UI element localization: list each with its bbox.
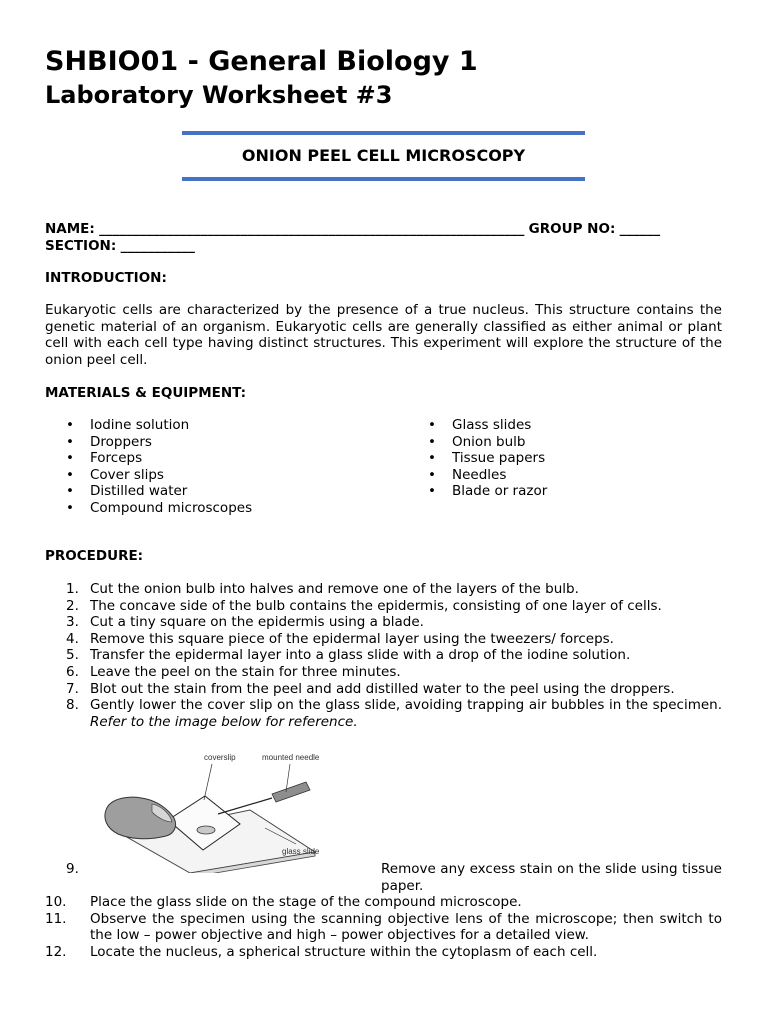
procedure-step: 2. The concave side of the bulb contains the epidermis, consisting of one layer of cells.: [66, 597, 662, 614]
bullet-icon: •: [66, 499, 74, 516]
coverslip-leader: [204, 764, 212, 800]
procedure-list-continued: [45, 894, 722, 960]
procedure-heading: PROCEDURE:: [45, 548, 144, 564]
group-blank: ______: [619, 221, 661, 237]
bullet-icon: •: [428, 483, 436, 500]
list-item: • Onion bulb: [428, 433, 526, 450]
list-item: • Blade or razor: [428, 483, 548, 500]
procedure-step: 6. Leave the peel on the stain for three minutes.: [66, 663, 401, 680]
slide-mounting-illustration: [100, 748, 340, 873]
list-item: • Tissue papers: [428, 450, 546, 467]
title-rule-top: [182, 131, 585, 135]
procedure-step: 12. Locate the nucleus, a spherical structure within the cytoplasm of each cell.: [45, 943, 598, 960]
section-blank: ___________: [120, 238, 195, 254]
section-label: SECTION:: [45, 238, 117, 254]
list-item: • Distilled water: [66, 483, 188, 500]
materials-heading: MATERIALS & EQUIPMENT:: [45, 385, 247, 401]
procedure-step: 11. Observe the specimen using the scanning objective lens of the microscope; then switch to the low – power objective and high – power objectives for a detailed view.: [45, 910, 722, 944]
step-9-number: 9.: [66, 861, 79, 877]
bullet-icon: •: [66, 433, 74, 450]
procedure-step: 1. Cut the onion bulb into halves and remove one of the layers of the bulb.: [66, 581, 579, 597]
procedure-step: 4. Remove this square piece of the epidermal layer using the tweezers/ forceps.: [66, 630, 614, 647]
specimen-drop: [197, 826, 215, 834]
bullet-icon: •: [428, 417, 436, 433]
bullet-icon: •: [428, 433, 436, 450]
procedure-step: 3. Cut a tiny square on the epidermis using a blade.: [66, 614, 424, 631]
introduction-heading: INTRODUCTION:: [45, 270, 167, 286]
title-rule-bottom: [182, 177, 585, 181]
bullet-icon: •: [428, 466, 436, 483]
coverslip-label: coverslip: [204, 753, 236, 762]
name-label: NAME:: [45, 221, 95, 237]
section-line: [45, 238, 195, 255]
bullet-icon: •: [66, 450, 74, 467]
materials-list-right: [407, 417, 547, 500]
worksheet-title: Laboratory Worksheet #3: [45, 81, 393, 109]
list-item: • Iodine solution: [66, 417, 190, 433]
course-title: SHBIO01 - General Biology 1: [45, 46, 478, 77]
list-item: • Glass slides: [428, 417, 532, 433]
list-item: • Cover slips: [66, 466, 164, 483]
procedure-step: 5. Transfer the epidermal layer into a glass slide with a drop of the iodine solution.: [66, 647, 631, 664]
list-item: • Forceps: [66, 450, 143, 467]
name-group-line: [45, 221, 660, 238]
group-label: GROUP NO:: [528, 221, 616, 237]
procedure-step: 7. Blot out the stain from the peel and add distilled water to the peel using the droppers.: [66, 680, 675, 697]
bullet-icon: •: [428, 450, 436, 467]
mounted-needle-label: mounted needle: [262, 753, 320, 762]
bullet-icon: •: [66, 466, 74, 483]
glass-slide-label: glass slide: [282, 847, 320, 856]
introduction-text: Eukaryotic cells are characterized by the presence of a true nucleus. This structure contains the genetic material of an organism. Eukaryotic cells are generally classified as either animal or plant cell with each cell type having distinct structures. This experiment will explore the structure of the onion peel cell.: [45, 302, 722, 368]
experiment-title: ONION PEEL CELL MICROSCOPY: [241, 146, 526, 165]
list-item: • Droppers: [66, 433, 152, 450]
materials-list-left: [45, 417, 252, 517]
figure-reference-note: Refer to the image below for reference.: [90, 713, 358, 730]
bullet-icon: •: [66, 417, 74, 433]
procedure-step: 10. Place the glass slide on the stage of the compound microscope.: [45, 894, 522, 910]
procedure-step: 8. Gently lower the cover slip on the glass slide, avoiding trapping air bubbles in the specimen. Refer to the image below for reference.: [66, 697, 722, 730]
step-9-text: Remove any excess stain on the slide using tissue paper.: [381, 861, 722, 894]
procedure-list: [45, 581, 722, 730]
list-item: • Compound microscopes: [66, 499, 253, 516]
mounted-needle-handle: [272, 782, 310, 802]
bullet-icon: •: [66, 483, 74, 500]
list-item: • Needles: [428, 466, 507, 483]
name-blank: _______________________________________________________________: [99, 221, 525, 237]
